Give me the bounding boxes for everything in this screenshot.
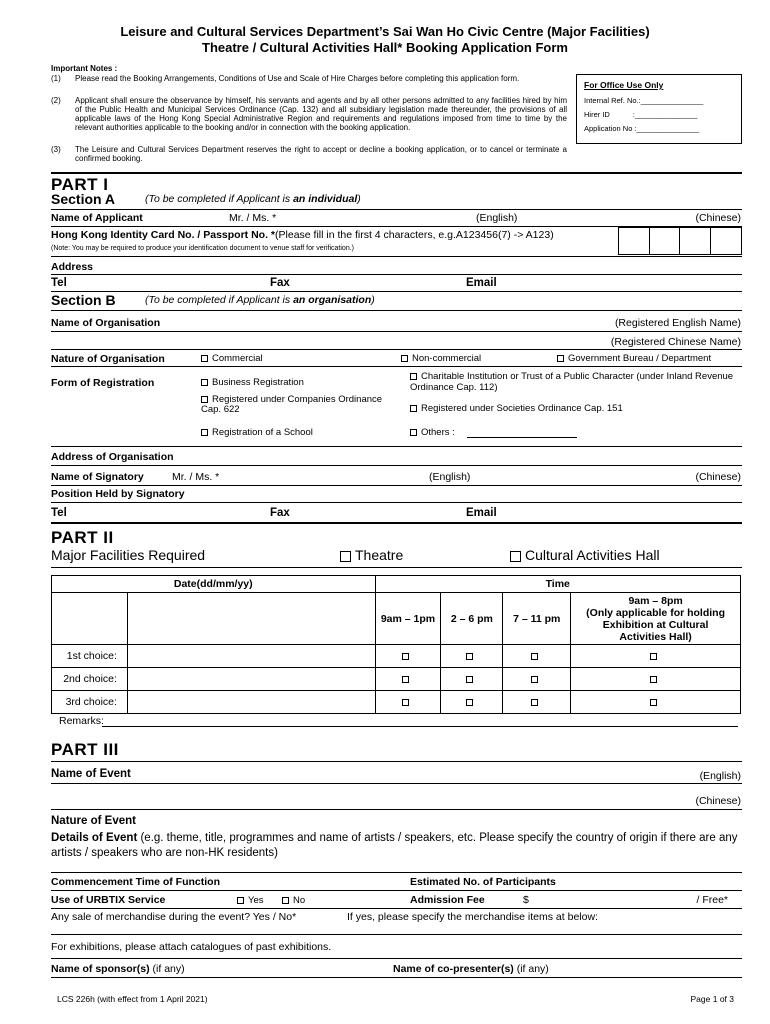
checkbox-icon (201, 355, 208, 362)
hkid-box-4[interactable] (710, 227, 742, 255)
tel-label: Tel (51, 277, 67, 289)
checkbox-icon (531, 653, 538, 660)
signatory-chinese-label: (Chinese) (695, 471, 741, 483)
applicant-chinese-label: (Chinese) (695, 212, 741, 224)
slot-header-2: 2 – 6 pm (441, 593, 503, 645)
choice1-slot4[interactable] (571, 645, 741, 668)
nature-of-org-label: Nature of Organisation (51, 353, 165, 365)
signatory-english-label: (English) (429, 471, 471, 483)
choice-label-1: 1st choice: (52, 645, 128, 668)
commencement-label: Commencement Time of Function (51, 876, 220, 888)
part3-title: PART III (51, 740, 119, 759)
form-title-line2: Theatre / Cultural Activities Hall* Booking Application Form (202, 40, 568, 55)
choice2-slot1[interactable] (375, 668, 441, 691)
checkbox-icon (510, 551, 521, 562)
choice3-slot3[interactable] (503, 691, 571, 714)
position-held-label: Position Held by Signatory (51, 488, 185, 500)
event-chinese-label: (Chinese) (695, 795, 741, 807)
option-non-commercial[interactable]: Non-commercial (401, 353, 481, 364)
participants-label: Estimated No. of Participants (410, 876, 556, 888)
application-no-field[interactable]: Application No :_______________ (584, 124, 700, 133)
slot-header-1: 9am – 1pm (375, 593, 441, 645)
checkbox-icon (650, 676, 657, 683)
sponsor-label: Name of sponsor(s) (if any) (51, 963, 185, 975)
note-num-1: (1) (51, 74, 61, 83)
option-theatre[interactable]: Theatre (340, 547, 403, 563)
option-societies-ordinance[interactable]: Registered under Societies Ordinance Cap. 151 (410, 403, 623, 414)
choice2-slot4[interactable] (571, 668, 741, 691)
checkbox-icon (650, 699, 657, 706)
choice-label-2: 2nd choice: (52, 668, 128, 691)
choice2-slot2[interactable] (441, 668, 503, 691)
urbtix-no-option[interactable]: No (282, 895, 305, 906)
exhibitions-note: For exhibitions, please attach catalogues of past exhibitions. (51, 941, 332, 953)
option-companies-ordinance[interactable]: Registered under Companies Ordinance Cap. 622 (201, 394, 383, 415)
option-cultural-activities-hall[interactable]: Cultural Activities Hall (510, 547, 660, 563)
part1-rule (51, 172, 742, 174)
remarks-line[interactable] (102, 726, 738, 727)
name-of-applicant-label: Name of Applicant (51, 212, 143, 224)
part1-title: PART I (51, 175, 109, 194)
section-a-title: Section A (51, 191, 116, 207)
note-text-2: Applicant shall ensure the observance by himself, his servants and agents and by all other persons admitted to any facilities hired by him of the Public Health and Municipal Services Ordinance (Cap. 132) and all subsidiary legislation made thereunder, the provisions of all applicable laws of the Hong Kong Special Administrative Region and requirements and regulations imposed from time to time by the relevant authorities applicable to the booking and/or in connection with the booking application. (75, 96, 567, 132)
event-english-label: (English) (699, 770, 741, 782)
option-charitable[interactable]: Charitable Institution or Trust of a Public Character (under Inland Revenue Ordinance Cap. 112) (410, 371, 734, 393)
date-cell-1[interactable] (127, 645, 375, 668)
hkid-box-1[interactable] (618, 227, 650, 255)
time-header: Time (375, 576, 741, 593)
applicant-title-label: Mr. / Ms. * (229, 212, 277, 224)
slot-header-3: 7 – 11 pm (503, 593, 571, 645)
event-name-label: Name of Event (51, 768, 131, 780)
signatory-label: Name of Signatory (51, 471, 144, 483)
option-school-registration[interactable]: Registration of a School (201, 427, 313, 438)
choice3-slot2[interactable] (441, 691, 503, 714)
checkbox-icon (557, 355, 564, 362)
date-cell-2[interactable] (127, 668, 375, 691)
form-title-line1: Leisure and Cultural Services Department’s Sai Wan Ho Civic Centre (Major Facilities) (120, 24, 650, 39)
event-details: Details of Event (e.g. theme, title, programmes and name of artists / speakers, etc. Please specify the country of origin if there are any artists / speakers who are non-HK residents) (51, 832, 738, 859)
checkbox-icon (402, 653, 409, 660)
checkbox-icon (402, 699, 409, 706)
section-a-note: (To be completed if Applicant is an individual) (145, 193, 361, 205)
note-text-1: Please read the Booking Arrangements, Conditions of Use and Scale of Hire Charges before completing this application form. (75, 74, 520, 83)
option-business-registration[interactable]: Business Registration (201, 377, 304, 388)
choice1-slot3[interactable] (503, 645, 571, 668)
checkbox-icon (282, 897, 289, 904)
signatory-title-label: Mr. / Ms. * (172, 471, 220, 483)
notes-heading: Important Notes : (51, 64, 118, 73)
part2-title: PART II (51, 528, 114, 547)
checkbox-icon (401, 355, 408, 362)
org-english-label: (Registered English Name) (614, 317, 741, 329)
copresenter-label: Name of co-presenter(s) (if any) (393, 963, 549, 975)
note-num-2: (2) (51, 96, 61, 105)
merchandise-question: Any sale of merchandise during the event? Yes / No* (51, 911, 297, 923)
org-name-label: Name of Organisation (51, 317, 161, 329)
page-number: Page 1 of 3 (690, 994, 734, 1004)
internal-ref-field[interactable]: Internal Ref. No.:_______________ (584, 96, 704, 105)
option-government[interactable]: Government Bureau / Department (557, 353, 711, 364)
option-others[interactable]: Others : (410, 427, 455, 438)
choice3-slot1[interactable] (375, 691, 441, 714)
checkbox-icon (466, 676, 473, 683)
choice1-slot1[interactable] (375, 645, 441, 668)
checkbox-icon (201, 379, 208, 386)
facilities-label: Major Facilities Required (51, 547, 206, 563)
checkbox-icon (201, 429, 208, 436)
choice-label-3: 3rd choice: (52, 691, 128, 714)
org-email-label: Email (466, 507, 497, 519)
note-num-3: (3) (51, 145, 61, 154)
nature-of-event-label: Nature of Event (51, 815, 136, 827)
choice3-slot4[interactable] (571, 691, 741, 714)
slot-header-4: 9am – 8pm (Only applicable for holding Exhibition at Cultural Activities Hall) (571, 593, 741, 645)
checkbox-icon (531, 699, 538, 706)
address-label: Address (51, 261, 94, 273)
fax-label: Fax (270, 277, 290, 289)
hkid-box-3[interactable] (679, 227, 711, 255)
free-label: / Free* (696, 894, 728, 906)
checkbox-icon (466, 653, 473, 660)
checkbox-icon (402, 676, 409, 683)
date-header: Date(dd/mm/yy) (52, 576, 376, 593)
checkbox-icon (237, 897, 244, 904)
merchandise-specify: If yes, please specify the merchandise items at below: (347, 911, 598, 923)
urbtix-label: Use of URBTIX Service (51, 894, 166, 906)
org-address-label: Address of Organisation (51, 451, 174, 463)
checkbox-icon (531, 676, 538, 683)
checkbox-icon (201, 396, 208, 403)
note-text-3: The Leisure and Cultural Services Department reserves the right to accept or decline a booking application, or to cancel or terminate a confirmed booking. (75, 145, 567, 163)
others-blank-line[interactable] (467, 437, 577, 438)
checkbox-icon (410, 373, 417, 380)
org-fax-label: Fax (270, 507, 290, 519)
booking-time-table (51, 575, 741, 714)
choice1-slot2[interactable] (441, 645, 503, 668)
section-b-title: Section B (51, 292, 116, 308)
checkbox-icon (466, 699, 473, 706)
org-tel-label: Tel (51, 507, 67, 519)
hkid-box-2[interactable] (649, 227, 680, 255)
admission-fee-label: Admission Fee (410, 894, 485, 906)
remarks-label: Remarks: (59, 715, 104, 727)
office-use-heading: For Office Use Only (584, 80, 664, 90)
org-chinese-label: (Registered Chinese Name) (610, 336, 741, 348)
hkid-label: Hong Kong Identity Card No. / Passport No. *(Please fill in the first 4 characters, e.g.A123456(7) -> A123) (51, 229, 554, 241)
applicant-english-label: (English) (476, 212, 518, 224)
form-code: LCS 226h (with effect from 1 April 2021) (57, 994, 208, 1004)
checkbox-icon (340, 551, 351, 562)
checkbox-icon (410, 405, 417, 412)
email-label: Email (466, 277, 497, 289)
choice2-slot3[interactable] (503, 668, 571, 691)
hirer-id-field[interactable]: Hirer ID :_______________ (584, 110, 698, 119)
section-b-note: (To be completed if Applicant is an organisation) (145, 294, 375, 306)
id-note: (Note: You may be required to produce your identification document to venue staff for verification.) (51, 245, 354, 252)
dollar-sign: $ (523, 894, 529, 906)
date-cell-3[interactable] (127, 691, 375, 714)
option-commercial[interactable]: Commercial (201, 353, 263, 364)
checkbox-icon (650, 653, 657, 660)
urbtix-yes-option[interactable]: Yes (237, 895, 264, 906)
checkbox-icon (410, 429, 417, 436)
form-of-reg-label: Form of Registration (51, 377, 155, 389)
